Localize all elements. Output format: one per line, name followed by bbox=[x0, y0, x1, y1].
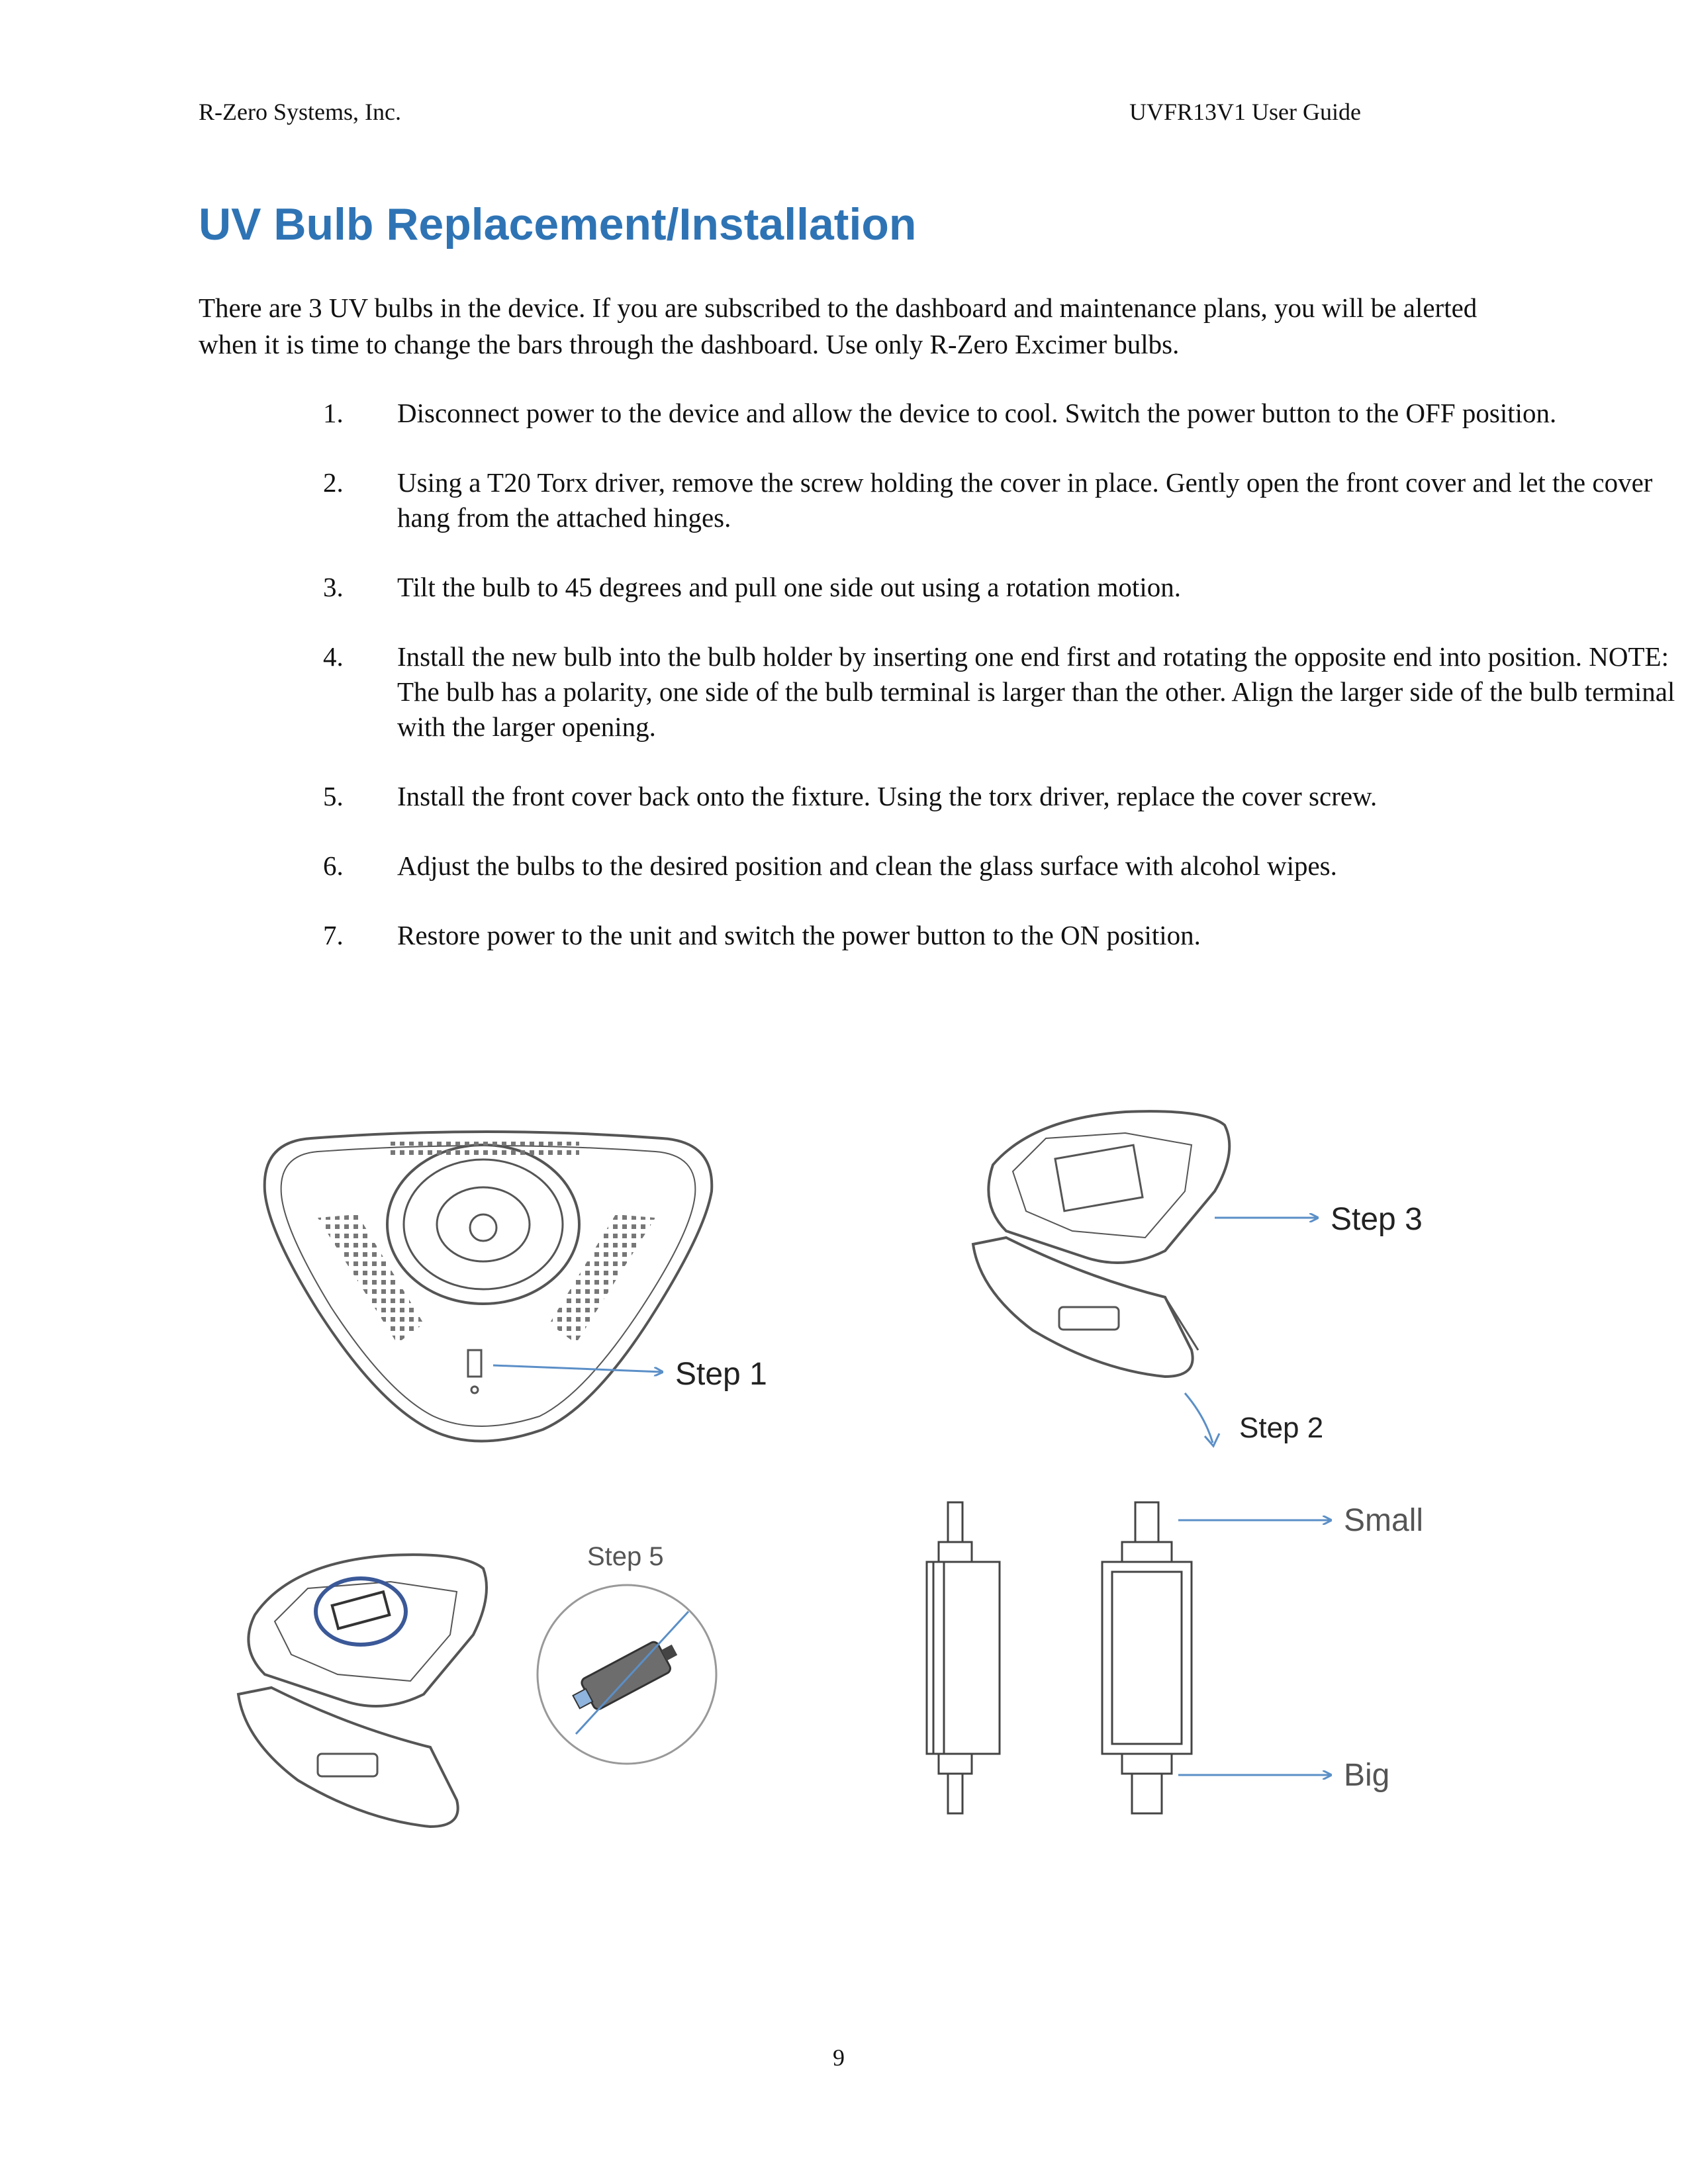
step1-arrow bbox=[493, 1365, 662, 1372]
small-label: Small bbox=[1344, 1503, 1424, 1538]
bulb-holder-figure bbox=[238, 1555, 487, 1827]
device-top-view-figure bbox=[265, 1132, 712, 1441]
page-number: 9 bbox=[833, 2044, 845, 2071]
step2-label: Step 2 bbox=[1239, 1412, 1324, 1444]
magnified-bulb-figure bbox=[568, 1635, 682, 1717]
opened-device-figure bbox=[973, 1111, 1229, 1377]
header-document-title: UVFR13V1 User Guide bbox=[1129, 99, 1361, 125]
big-label: Big bbox=[1344, 1758, 1390, 1793]
bulb-front-view-right bbox=[1102, 1502, 1192, 1813]
step-text: Using a T20 Torx driver, remove the screw holding the cover in place. Gently open the front cover and let the cover hang from the attached hinges. bbox=[397, 467, 1653, 533]
step-number: 6. bbox=[323, 850, 344, 881]
step-number: 5. bbox=[323, 781, 344, 811]
step-number: 2. bbox=[323, 467, 344, 498]
step1-label: Step 1 bbox=[675, 1357, 767, 1392]
step-text: Install the front cover back onto the fixture. Using the torx driver, replace the cover screw. bbox=[397, 781, 1378, 811]
step-text: Install the new bulb into the bulb holder by inserting one end first and rotating the opposite end into position. NOTE: The bulb has a polarity, one side of the bulb terminal is larger than the other. Align the larger side of the bulb terminal with the larger opening. bbox=[397, 641, 1675, 742]
bulb-highlight-circle bbox=[316, 1578, 406, 1645]
step-text: Tilt the bulb to 45 degrees and pull one side out using a rotation motion. bbox=[397, 572, 1181, 602]
step3-label: Step 3 bbox=[1331, 1202, 1423, 1237]
step-number: 4. bbox=[323, 641, 344, 672]
page-title: UV Bulb Replacement/Installation bbox=[199, 199, 917, 250]
step-text: Restore power to the unit and switch the power button to the ON position. bbox=[397, 920, 1201, 950]
step-number: 3. bbox=[323, 572, 344, 602]
intro-paragraph: There are 3 UV bulbs in the device. If you are subscribed to the dashboard and maintenance plans, you will be alerted when it is time to change the bars through the dashboard. Use only R-Zero Excimer bulbs. bbox=[199, 293, 1477, 359]
bulb-icon bbox=[332, 1592, 390, 1628]
step-number: 7. bbox=[323, 920, 344, 950]
step-text: Adjust the bulbs to the desired position and clean the glass surface with alcohol wipes. bbox=[397, 850, 1337, 881]
header-company: R-Zero Systems, Inc. bbox=[199, 99, 401, 125]
bulb-side-view-left bbox=[927, 1502, 1000, 1813]
step-text: Disconnect power to the device and allow the device to cool. Switch the power button to the OFF position. bbox=[397, 398, 1557, 428]
step5-label: Step 5 bbox=[587, 1542, 664, 1571]
step-number: 1. bbox=[323, 398, 344, 428]
step2-arrow bbox=[1185, 1393, 1213, 1443]
